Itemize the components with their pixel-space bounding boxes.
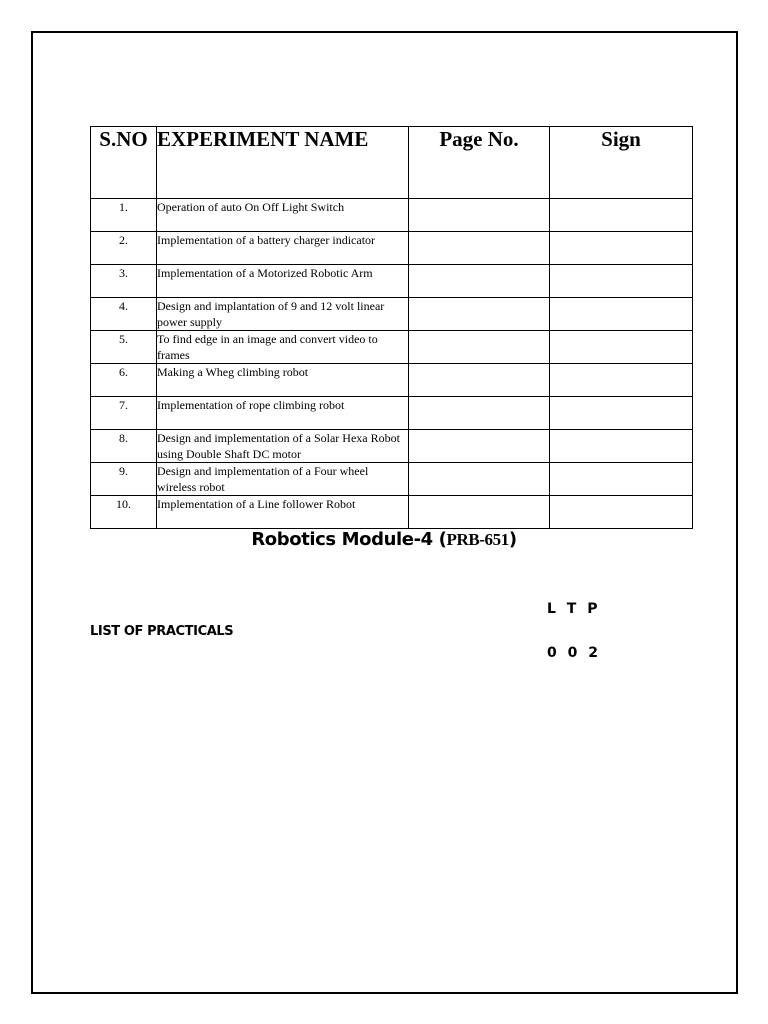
table-row (91, 496, 693, 529)
table-row (91, 199, 693, 232)
sign-cell (550, 463, 693, 496)
sign-cell (550, 331, 693, 364)
row-number: 3. (91, 265, 157, 298)
page-no-cell (409, 397, 550, 430)
header-sno: S.NO (91, 127, 157, 199)
row-number: 1. (91, 199, 157, 232)
sign-cell (550, 298, 693, 331)
header-sign: Sign (550, 127, 693, 199)
sign-cell (550, 364, 693, 397)
page-no-cell (409, 199, 550, 232)
table-row (91, 298, 693, 331)
page-no-cell (409, 430, 550, 463)
page-no-cell (409, 364, 550, 397)
table-row (91, 430, 693, 463)
sign-cell (550, 430, 693, 463)
sign-cell (550, 232, 693, 265)
row-number: 5. (91, 331, 157, 364)
table-row (91, 265, 693, 298)
experiment-name: Making a Wheg climbing robot (157, 364, 409, 397)
table-row (91, 232, 693, 265)
ltp-header: L T P (547, 601, 599, 617)
module-code: PRB-651 (446, 530, 509, 549)
table-row (91, 463, 693, 496)
experiment-name: Design and implementation of a Solar Hexa Robot using Double Shaft DC motor (157, 430, 409, 463)
ltp-values: 0 0 2 (547, 645, 599, 661)
page-no-cell (409, 463, 550, 496)
experiment-name: Operation of auto On Off Light Switch (157, 199, 409, 232)
row-number: 2. (91, 232, 157, 265)
table-row (91, 364, 693, 397)
page-no-cell (409, 265, 550, 298)
experiment-name: Design and implementation of a Four wheel wireless robot (157, 463, 409, 496)
sign-cell (550, 496, 693, 529)
experiment-name: Design and implantation of 9 and 12 volt linear power supply (157, 298, 409, 331)
header-experiment-name: EXPERIMENT NAME (157, 127, 409, 199)
row-number: 9. (91, 463, 157, 496)
page-no-cell (409, 298, 550, 331)
row-number: 8. (91, 430, 157, 463)
list-of-practicals-label: LIST OF PRACTICALS (90, 624, 234, 639)
row-number: 7. (91, 397, 157, 430)
page-no-cell (409, 496, 550, 529)
table-header-row (91, 127, 693, 199)
experiment-name: Implementation of a battery charger indicator (157, 232, 409, 265)
experiment-name: Implementation of a Motorized Robotic Arm (157, 265, 409, 298)
experiment-name: To find edge in an image and convert video to frames (157, 331, 409, 364)
experiments-table (90, 126, 693, 529)
experiment-name: Implementation of a Line follower Robot (157, 496, 409, 529)
experiment-name: Implementation of rope climbing robot (157, 397, 409, 430)
module-title-close: ) (508, 529, 517, 550)
row-number: 10. (91, 496, 157, 529)
row-number: 4. (91, 298, 157, 331)
sign-cell (550, 397, 693, 430)
module-title-text: Robotics Module-4 ( (251, 529, 447, 550)
sign-cell (550, 199, 693, 232)
page-no-cell (409, 232, 550, 265)
page-no-cell (409, 331, 550, 364)
table-row (91, 331, 693, 364)
table-row (91, 397, 693, 430)
sign-cell (550, 265, 693, 298)
row-number: 6. (91, 364, 157, 397)
header-page-no: Page No. (409, 127, 550, 199)
module-title (0, 529, 768, 550)
